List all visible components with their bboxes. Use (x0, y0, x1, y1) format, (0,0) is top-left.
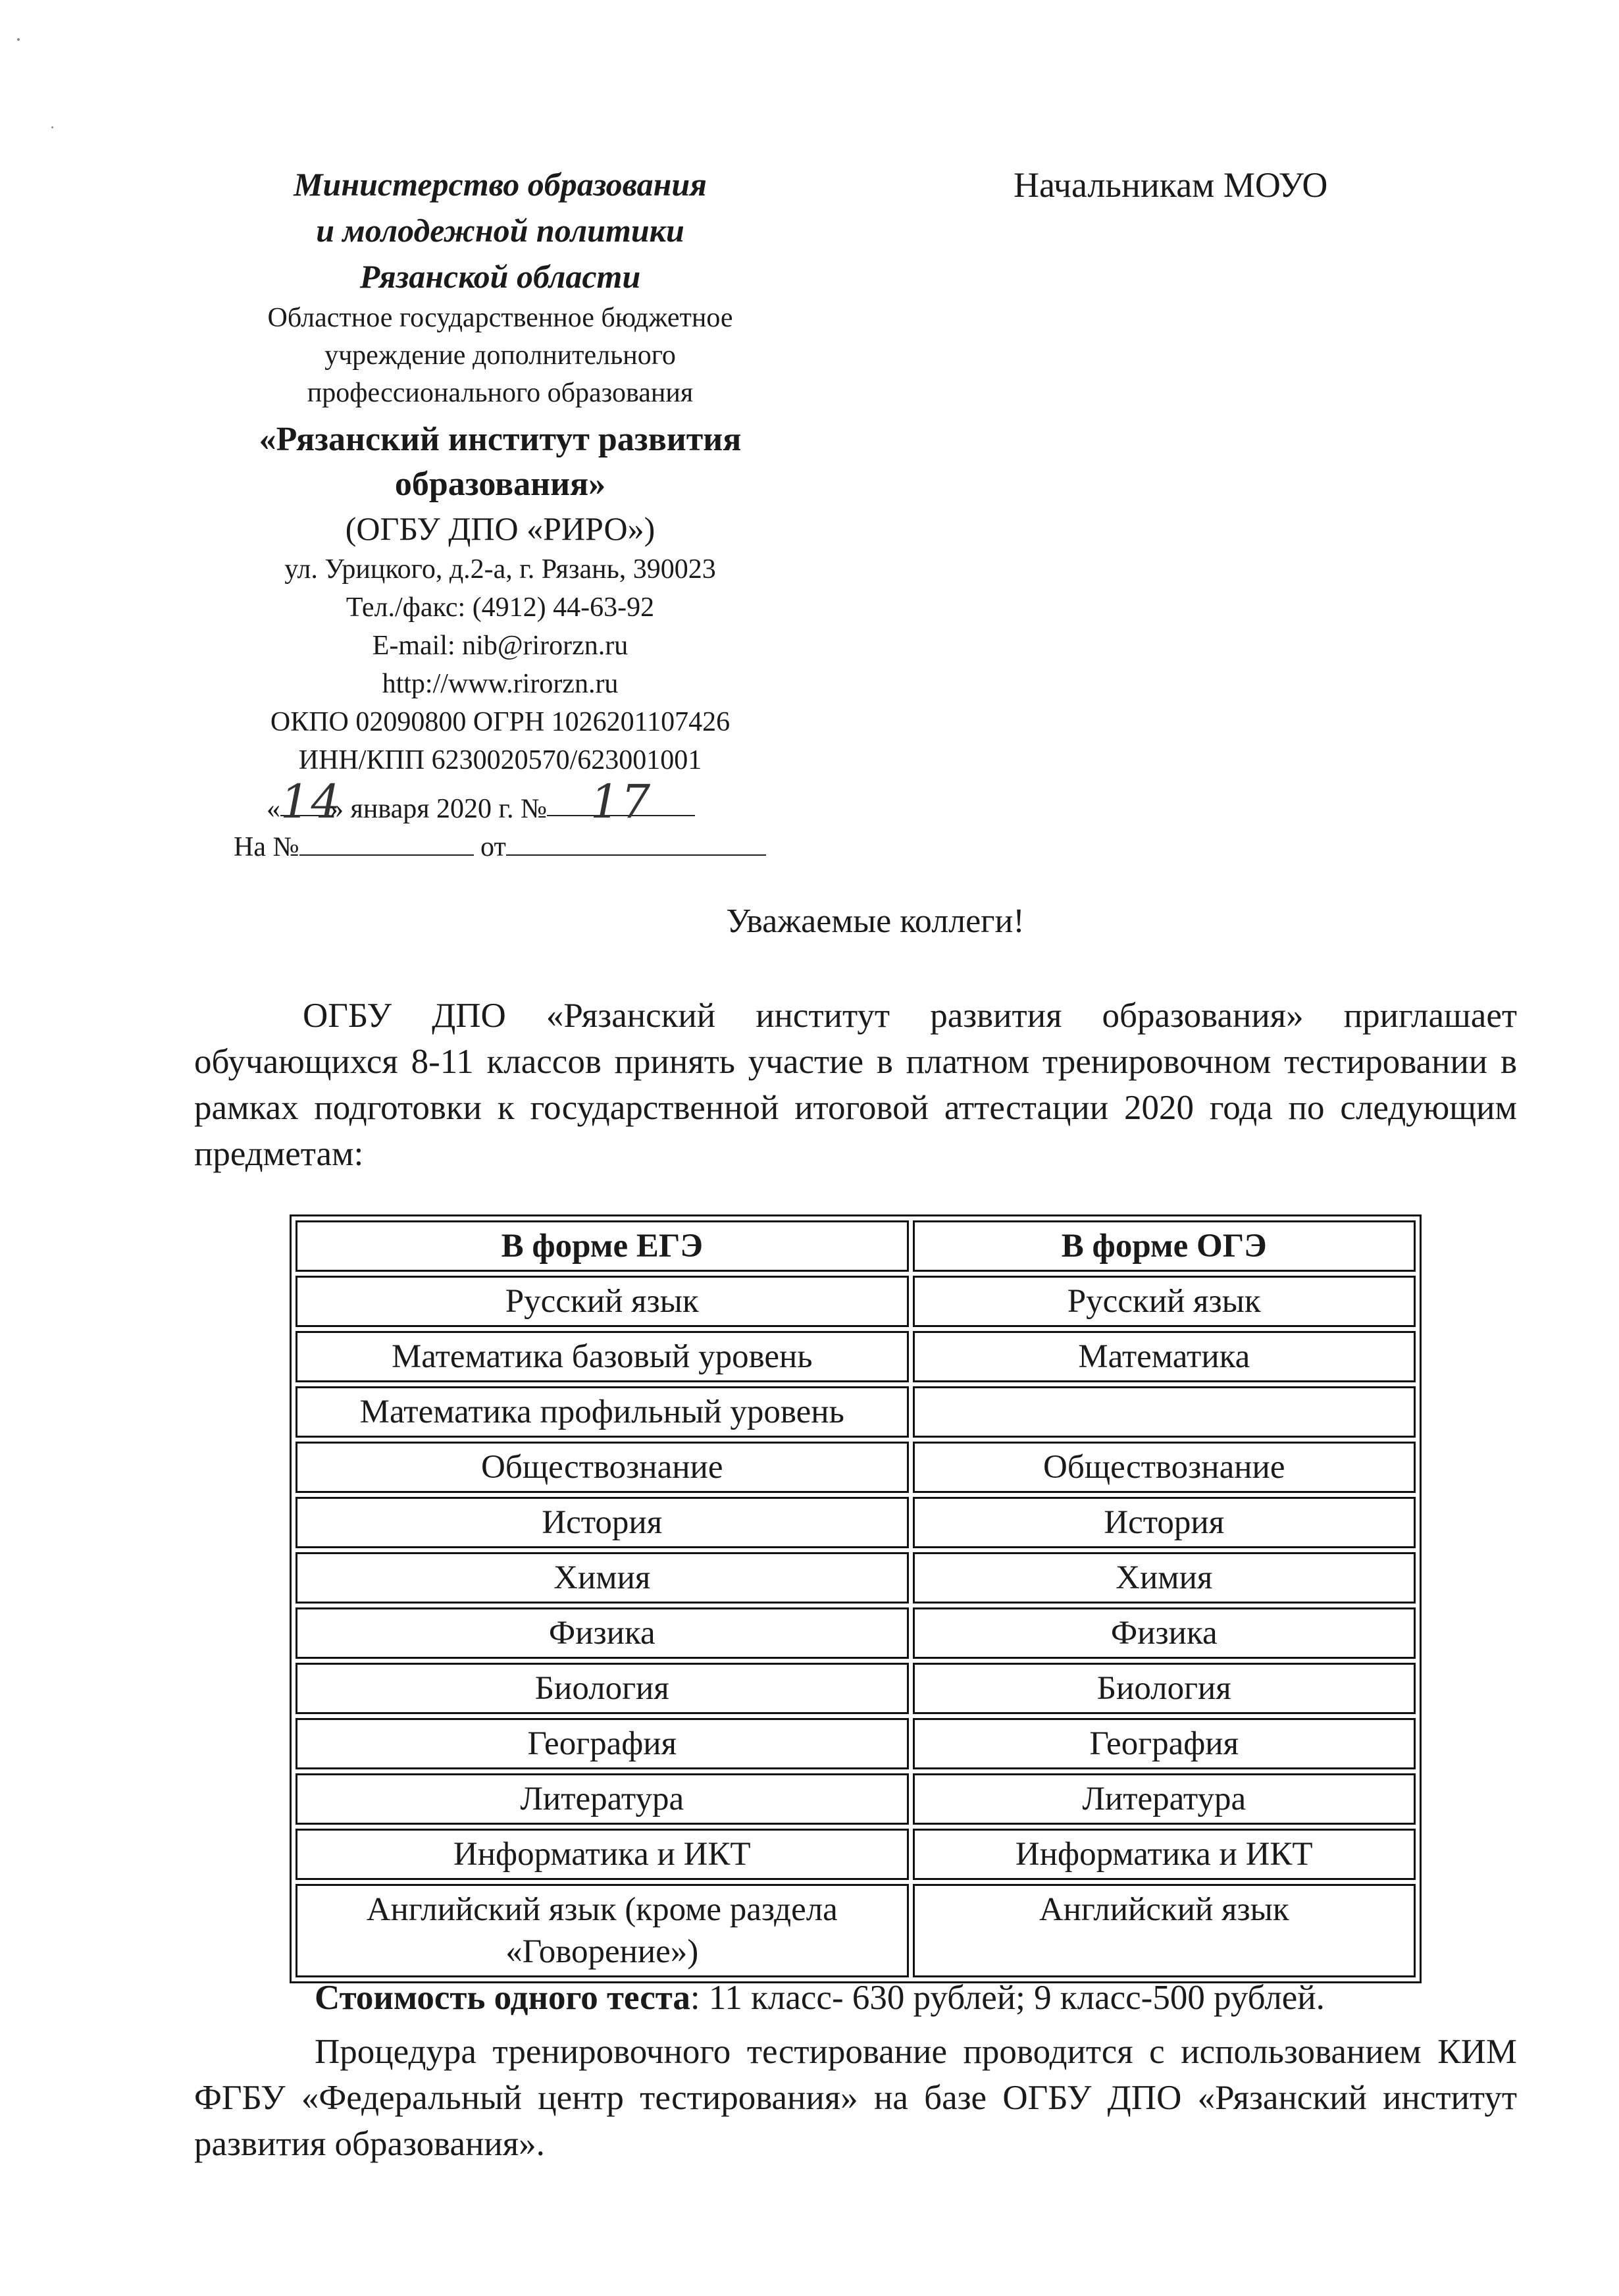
oge-subject: Английский язык (913, 1884, 1416, 1977)
table-header-row (296, 1220, 1416, 1272)
oge-subject (913, 1386, 1416, 1438)
scan-speck (17, 38, 20, 41)
ege-subject: История (296, 1497, 909, 1548)
ege-subject: Английский язык (кроме раздела «Говорение») (296, 1884, 909, 1977)
ege-subject: Русский язык (296, 1276, 909, 1327)
ege-subject: Обществознание (296, 1442, 909, 1493)
intro-paragraph: ОГБУ ДПО «Рязанский институт развития образования» приглашает обучающихся 8-11 классов принять участие в платном тренировочном тестировании в рамках подготовки к государственной итоговой аттестации 2020 года по следующим предметам: (194, 997, 1517, 1173)
reference-date-field (506, 828, 766, 856)
table-row (296, 1331, 1416, 1382)
oge-subject: Математика (913, 1331, 1416, 1382)
table-row (296, 1552, 1416, 1604)
header-ege: В форме ЕГЭ (296, 1220, 909, 1272)
subjects-table (290, 1214, 1422, 1983)
oge-subject: Информатика и ИКТ (913, 1829, 1416, 1880)
ministry-line: Рязанской области (359, 258, 641, 295)
oge-subject: Химия (913, 1552, 1416, 1604)
website: http://www.rirorzn.ru (382, 669, 619, 699)
letter-number-handwritten: 17 (590, 775, 652, 829)
ministry-line: и молодежной политики (316, 212, 684, 249)
institution-type-line: профессионального образования (307, 378, 694, 408)
address: ул. Урицкого, д.2-а, г. Рязань, 390023 (284, 554, 716, 585)
header-oge: В форме ОГЭ (913, 1220, 1416, 1272)
oge-subject: География (913, 1718, 1416, 1769)
letter-number-field (547, 775, 695, 829)
institution-name-line: образования» (394, 465, 606, 503)
table-row (296, 1663, 1416, 1714)
phone: Тел./факс: (4912) 44-63-92 (346, 592, 655, 623)
ege-subject: Литература (296, 1773, 909, 1825)
ege-subject: Математика базовый уровень (296, 1331, 909, 1382)
ministry-line: Министерство образования (294, 166, 707, 203)
date-day-handwritten: 14 (280, 775, 342, 829)
institution-type-line: Областное государственное бюджетное (267, 303, 733, 333)
letter-date-line (197, 775, 803, 829)
oge-subject: Физика (913, 1607, 1416, 1659)
date-day-field (280, 775, 342, 829)
email: E-mail: nib@rirorzn.ru (372, 631, 629, 661)
table-row (296, 1829, 1416, 1880)
reference-number-label: На № (234, 832, 299, 862)
table-row (296, 1884, 1416, 1977)
oge-subject: История (913, 1497, 1416, 1548)
oge-subject: Биология (913, 1663, 1416, 1714)
oge-subject: Литература (913, 1773, 1416, 1825)
scan-speck (51, 126, 53, 128)
ege-subject: Химия (296, 1552, 909, 1604)
table-row (296, 1442, 1416, 1493)
date-open-quote: « (267, 794, 280, 824)
ege-subject: Информатика и ИКТ (296, 1829, 909, 1880)
okpo-ogrn: ОКПО 02090800 ОГРН 1026201107426 (270, 707, 731, 737)
table-row (296, 1386, 1416, 1438)
greeting: Уважаемые коллеги! (726, 902, 1025, 940)
reference-line (197, 828, 803, 866)
oge-subject: Обществознание (913, 1442, 1416, 1493)
ege-subject: Биология (296, 1663, 909, 1714)
institution-abbreviation: (ОГБУ ДПО «РИРО») (345, 510, 655, 547)
table-row (296, 1773, 1416, 1825)
reference-from-label: от (480, 832, 506, 862)
ege-subject: Математика профильный уровень (296, 1386, 909, 1438)
institution-type-line: учреждение дополнительного (324, 340, 676, 371)
ege-subject: География (296, 1718, 909, 1769)
table-row (296, 1497, 1416, 1548)
table-row (296, 1276, 1416, 1327)
table-row (296, 1718, 1416, 1769)
recipient: Начальникам МОУО (1014, 165, 1328, 205)
table-row (296, 1607, 1416, 1659)
procedure-paragraph: Процедура тренировочного тестирование проводится с использованием КИМ ФГБУ «Федеральный центр тестирования» на базе ОГБУ ДПО «Рязанский институт развития образования». (194, 2033, 1517, 2163)
cost-text: : 11 класс- 630 рублей; 9 класс-500 рублей. (690, 1979, 1325, 2017)
letterhead (197, 161, 803, 866)
cost-label: Стоимость одного теста (315, 1979, 690, 2017)
date-rest: » января 2020 г. № (330, 794, 548, 824)
inn-kpp: ИНН/КПП 6230020570/623001001 (298, 745, 702, 775)
reference-number-field (299, 828, 474, 856)
institution-name-line: «Рязанский институт развития (259, 421, 742, 458)
oge-subject: Русский язык (913, 1276, 1416, 1327)
ege-subject: Физика (296, 1607, 909, 1659)
cost-line (315, 1975, 1325, 2021)
